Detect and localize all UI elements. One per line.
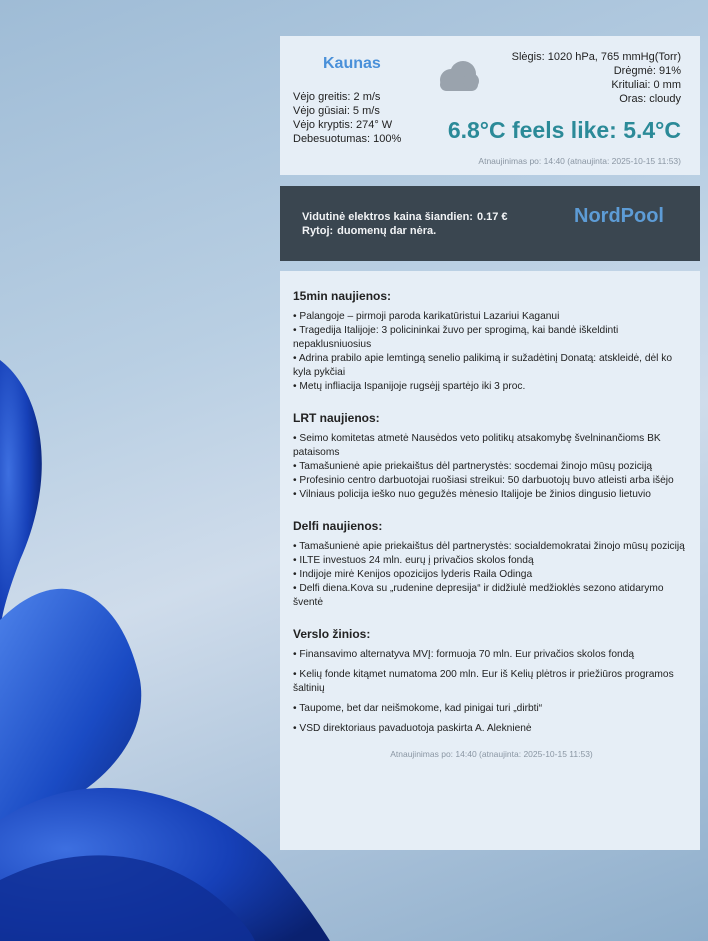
city-name: Kaunas — [323, 55, 381, 72]
wind-gusts: Vėjo gūsiai: 5 m/s — [293, 105, 380, 117]
avg-price-value: 0.17 € — [476, 211, 508, 223]
news-item[interactable]: • Taupome, bet dar neišmokome, kad pinigai turi „dirbti“ — [293, 703, 543, 714]
news-item[interactable]: • Metų infliacija Ispanijoje rugsėjį spartėjo iki 3 proc. — [293, 381, 526, 392]
wind-speed: Vėjo greitis: 2 m/s — [293, 91, 381, 103]
news-item[interactable]: • Delfi diena.Kova su „rudenine depresija“ ir didžiulė medžioklės sezono atidarymo šventė — [293, 583, 664, 608]
avg-price-row — [302, 210, 512, 224]
news-item[interactable]: • Adrina prabilo apie lemtingą senelio palikimą ir sužadėtinį Donatą: atskleidė, dėl ko kyla pykčiai — [293, 353, 673, 378]
section-title: 15min naujienos: — [293, 289, 392, 303]
news-section-lrt — [293, 411, 690, 502]
tomorrow-label: Rytoj: — [302, 225, 334, 237]
atmosphere-details — [512, 50, 681, 106]
wind-details — [293, 90, 401, 146]
news-section-delfi — [293, 519, 690, 610]
news-update-time: Atnaujinimas po: 14:40 (atnaujinta: 2025-10-15 11:53) — [390, 749, 593, 759]
section-title: Delfi naujienos: — [293, 519, 383, 533]
avg-price-label: Vidutinė elektros kaina šiandien: — [302, 211, 473, 223]
news-item[interactable]: • Indijoje mirė Kenijos opozicijos lyderis Raila Odinga — [293, 569, 533, 580]
news-item[interactable]: • Profesinio centro darbuotojai ruošiasi streikui: 50 darbuotojų buvo atleisti arba išėjo — [293, 475, 674, 486]
pressure: Slėgis: 1020 hPa, 765 mmHg(Torr) — [511, 51, 681, 63]
news-item[interactable]: • ILTE investuos 24 mln. eurų į privačios skolos fondą — [293, 555, 534, 566]
news-item[interactable]: • Kelių fonde kitąmet numatoma 200 mln. Eur iš Kelių plėtros ir priežiūros programos šaltinių — [293, 669, 674, 694]
news-item[interactable]: • Palangoje – pirmoji paroda karikatūristui Lazariui Kaganui — [293, 311, 560, 322]
cloud-icon — [433, 58, 483, 94]
weather-widget — [280, 36, 700, 175]
condition: Oras: cloudy — [619, 93, 681, 105]
tomorrow-value: duomenų dar nėra. — [337, 225, 437, 237]
news-item[interactable]: • Tamašunienė apie priekaištus dėl partnerystės: socdemai žinojo mūsų poziciją — [293, 461, 652, 472]
electricity-prices — [302, 210, 512, 238]
news-item[interactable]: • Tragedija Italijoje: 3 policininkai žuvo per sprogimą, kai bandė iškeldinti nepaklusniuosius — [293, 325, 619, 350]
section-title: LRT naujienos: — [293, 411, 380, 425]
humidity: Drėgmė: 91% — [613, 65, 681, 77]
news-item[interactable]: • Tamašunienė apie priekaištus dėl partnerystės: socialdemokratai žinojo mūsų poziciją — [293, 541, 685, 552]
temperature: 6.8°C feels like: 5.4°C — [447, 117, 681, 143]
news-widget — [280, 271, 700, 850]
news-item[interactable]: • Seimo komitetas atmetė Nausėdos veto politikų atsakomybę švelninančioms BK pataisoms — [293, 433, 661, 458]
news-section-15min — [293, 289, 690, 394]
wind-direction: Vėjo kryptis: 274° W — [293, 119, 393, 131]
nordpool-brand: NordPool — [574, 205, 664, 227]
section-title: Verslo žinios: — [293, 627, 371, 641]
news-item[interactable]: • VSD direktoriaus pavaduotoja paskirta A. Aleknienė — [293, 723, 532, 734]
news-item[interactable]: • Vilniaus policija ieško nuo gegužės mėnesio Italijoje be žinios dingusio lietuvio — [293, 489, 651, 500]
precipitation: Krituliai: 0 mm — [611, 79, 681, 91]
news-section-verslo — [293, 627, 690, 736]
weather-update-time: Atnaujinimas po: 14:40 (atnaujinta: 2025-10-15 11:53) — [478, 156, 681, 166]
cloudiness: Debesuotumas: 100% — [293, 133, 402, 145]
tomorrow-row — [302, 224, 512, 238]
news-item[interactable]: • Finansavimo alternatyva MVĮ: formuoja 70 mln. Eur privačios skolos fondą — [293, 649, 635, 660]
electricity-widget — [280, 186, 700, 261]
